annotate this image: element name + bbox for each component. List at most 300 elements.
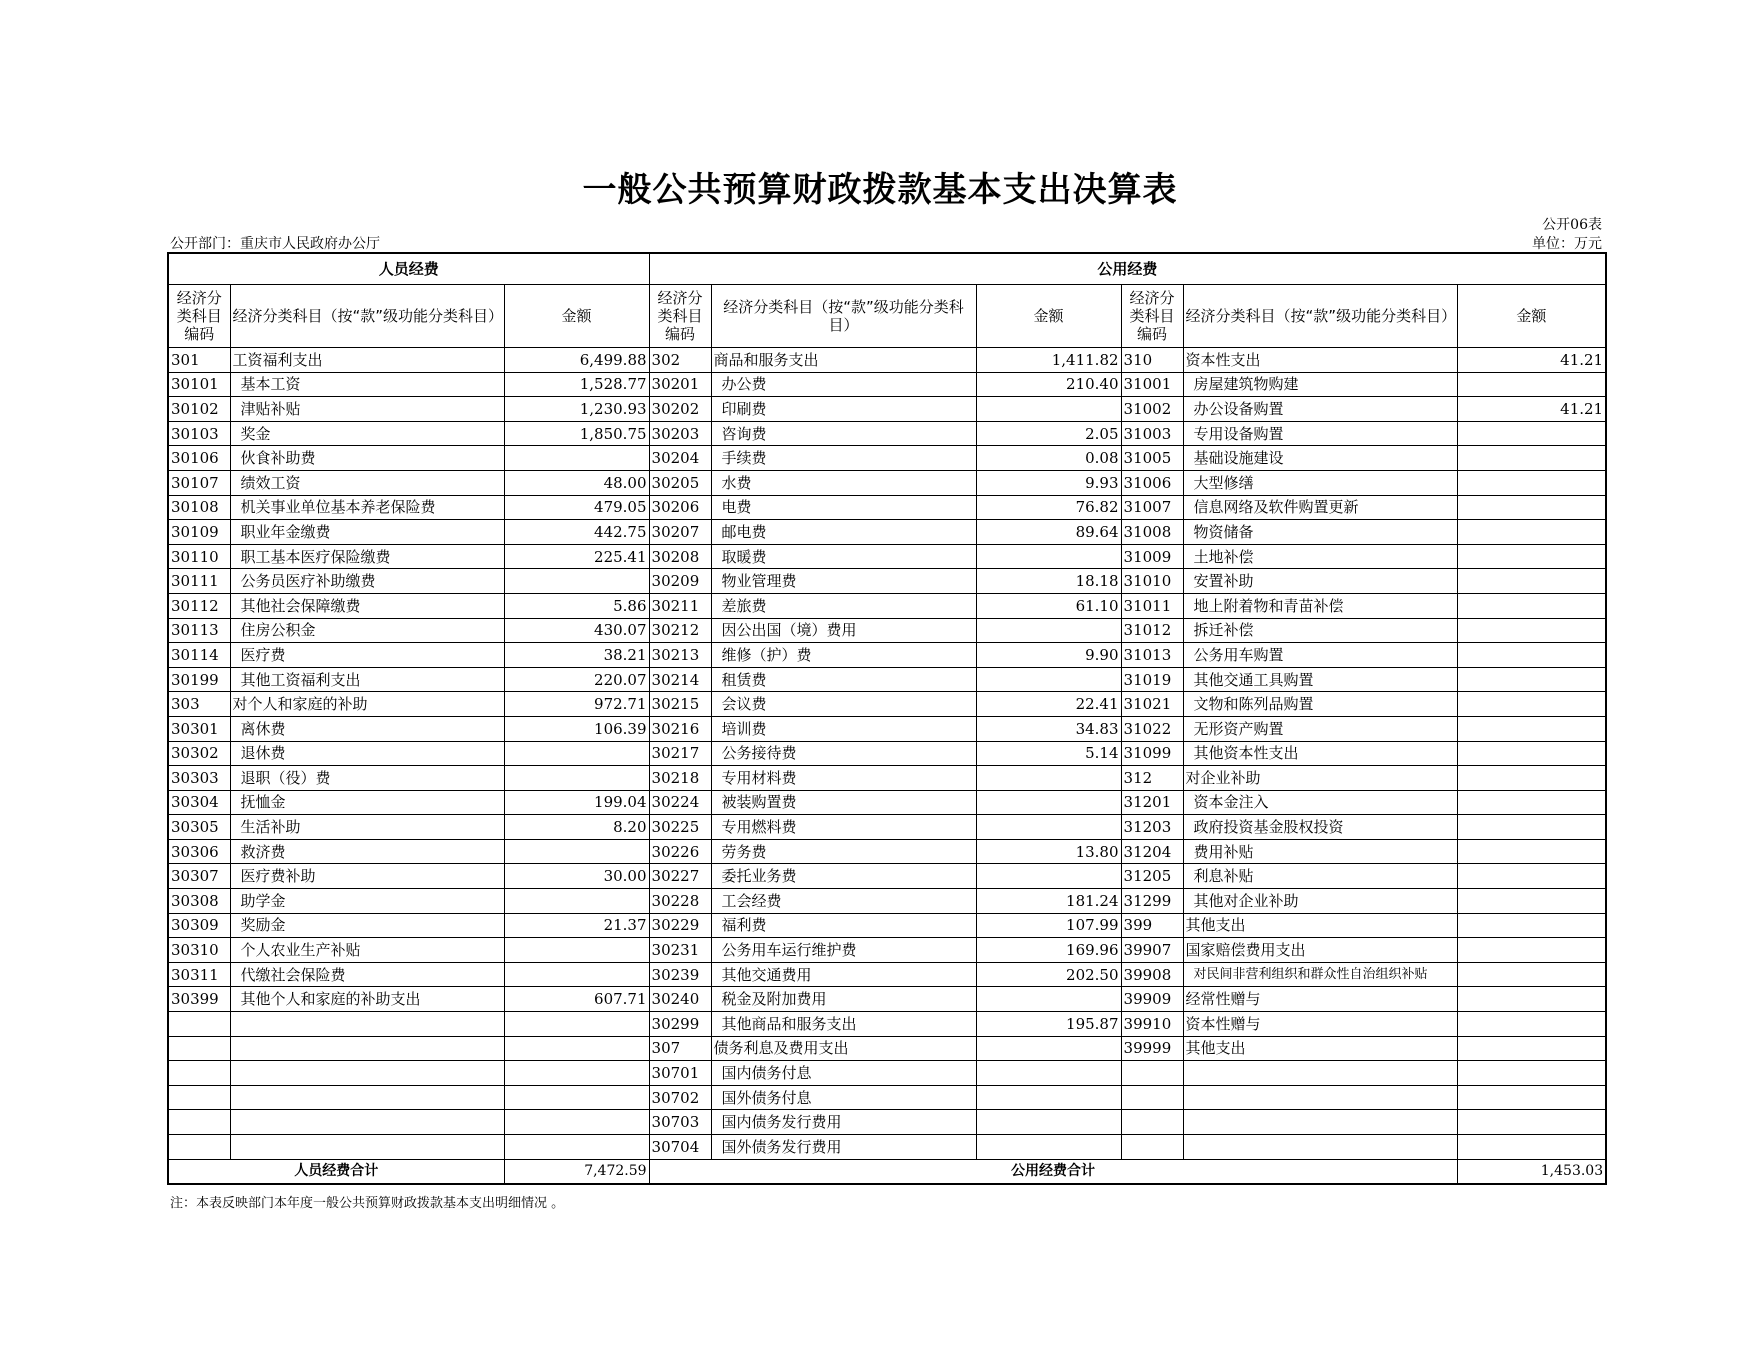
amount-cell: 5.14 [976, 741, 1121, 766]
item-name-cell: 安置补助 [1183, 569, 1457, 594]
item-name-cell: 办公设备购置 [1183, 397, 1457, 422]
amount-cell [976, 1036, 1121, 1061]
item-name-cell: 助学金 [230, 889, 504, 914]
item-name-cell: 咨询费 [711, 421, 976, 446]
code-cell: 31005 [1121, 446, 1183, 471]
code-cell: 30202 [649, 397, 711, 422]
section-header-row [168, 253, 1606, 285]
amount-cell [504, 1085, 649, 1110]
item-name-cell: 奖金 [230, 421, 504, 446]
code-cell: 31007 [1121, 495, 1183, 520]
code-cell: 31022 [1121, 716, 1183, 741]
code-cell: 30231 [649, 938, 711, 963]
item-name-cell [230, 1110, 504, 1135]
amount-cell [504, 1135, 649, 1160]
table-row [168, 593, 1606, 618]
code-cell: 30703 [649, 1110, 711, 1135]
header-amount: 金额 [504, 285, 649, 348]
item-name-cell: 手续费 [711, 446, 976, 471]
amount-cell [504, 889, 649, 914]
code-cell: 30227 [649, 864, 711, 889]
amount-cell: 607.71 [504, 987, 649, 1012]
code-cell: 39999 [1121, 1036, 1183, 1061]
code-cell: 303 [168, 692, 230, 717]
code-cell [1121, 1061, 1183, 1086]
amount-cell [1457, 938, 1606, 963]
item-name-cell: 工资福利支出 [230, 348, 504, 373]
table-row [168, 544, 1606, 569]
totals-row [168, 1159, 1606, 1184]
amount-cell [1457, 962, 1606, 987]
amount-cell: 30.00 [504, 864, 649, 889]
code-cell: 30704 [649, 1135, 711, 1160]
code-cell: 30102 [168, 397, 230, 422]
footnote: 注：本表反映部门本年度一般公共预算财政拨款基本支出明细情况 。 [170, 1196, 565, 1211]
code-cell: 31299 [1121, 889, 1183, 914]
amount-cell: 972.71 [504, 692, 649, 717]
amount-cell [976, 815, 1121, 840]
code-cell [1121, 1135, 1183, 1160]
item-name-cell: 劳务费 [711, 839, 976, 864]
code-cell: 399 [1121, 913, 1183, 938]
amount-cell [1457, 643, 1606, 668]
code-cell: 30306 [168, 839, 230, 864]
amount-cell [976, 1085, 1121, 1110]
code-cell: 30308 [168, 889, 230, 914]
item-name-cell: 资本性支出 [1183, 348, 1457, 373]
item-name-cell: 其他社会保障缴费 [230, 593, 504, 618]
item-name-cell: 国外债务发行费用 [711, 1135, 976, 1160]
item-name-cell [230, 1061, 504, 1086]
code-cell [168, 1135, 230, 1160]
item-name-cell: 其他对企业补助 [1183, 889, 1457, 914]
code-cell: 30309 [168, 913, 230, 938]
column-header-row [168, 285, 1606, 348]
unit-label: 单位：万元 [1532, 236, 1602, 252]
code-cell: 30204 [649, 446, 711, 471]
item-name-cell [230, 1135, 504, 1160]
amount-cell [504, 569, 649, 594]
item-name-cell: 印刷费 [711, 397, 976, 422]
code-cell: 30106 [168, 446, 230, 471]
expenditure-table [167, 252, 1607, 1185]
code-cell: 39908 [1121, 962, 1183, 987]
code-cell: 31019 [1121, 667, 1183, 692]
form-number: 公开06表 [1542, 217, 1602, 233]
code-cell: 31204 [1121, 839, 1183, 864]
code-cell [1121, 1110, 1183, 1135]
item-name-cell: 抚恤金 [230, 790, 504, 815]
code-cell: 30307 [168, 864, 230, 889]
table-row [168, 692, 1606, 717]
item-name-cell: 物资储备 [1183, 520, 1457, 545]
section-public: 公用经费 [649, 253, 1606, 285]
item-name-cell: 专用燃料费 [711, 815, 976, 840]
table-row [168, 716, 1606, 741]
code-cell: 30111 [168, 569, 230, 594]
header-name: 经济分类科目（按“款”级功能分类科目） [1183, 285, 1457, 348]
item-name-cell: 其他工资福利支出 [230, 667, 504, 692]
item-name-cell: 基础设施建设 [1183, 446, 1457, 471]
table-row [168, 1061, 1606, 1086]
code-cell: 30299 [649, 1012, 711, 1037]
amount-cell [1457, 495, 1606, 520]
item-name-cell [1183, 1061, 1457, 1086]
table-row [168, 741, 1606, 766]
code-cell [1121, 1085, 1183, 1110]
amount-cell: 169.96 [976, 938, 1121, 963]
code-cell: 301 [168, 348, 230, 373]
table-row [168, 1110, 1606, 1135]
code-cell: 31003 [1121, 421, 1183, 446]
amount-cell: 199.04 [504, 790, 649, 815]
item-name-cell [1183, 1135, 1457, 1160]
item-name-cell: 资本金注入 [1183, 790, 1457, 815]
item-name-cell: 对民间非营利组织和群众性自治组织补贴 [1183, 962, 1457, 987]
table-row [168, 618, 1606, 643]
header-amount: 金额 [1457, 285, 1606, 348]
code-cell: 30101 [168, 372, 230, 397]
code-cell: 30209 [649, 569, 711, 594]
item-name-cell: 无形资产购置 [1183, 716, 1457, 741]
item-name-cell: 对企业补助 [1183, 766, 1457, 791]
item-name-cell: 租赁费 [711, 667, 976, 692]
code-cell: 30228 [649, 889, 711, 914]
table-row [168, 667, 1606, 692]
amount-cell [1457, 372, 1606, 397]
item-name-cell: 地上附着物和青苗补偿 [1183, 593, 1457, 618]
amount-cell: 430.07 [504, 618, 649, 643]
item-name-cell: 信息网络及软件购置更新 [1183, 495, 1457, 520]
item-name-cell: 资本性赠与 [1183, 1012, 1457, 1037]
item-name-cell: 税金及附加费用 [711, 987, 976, 1012]
item-name-cell: 专用材料费 [711, 766, 976, 791]
header-code: 经济分类科目编码 [1121, 285, 1183, 348]
table-row [168, 569, 1606, 594]
header-code: 经济分类科目编码 [649, 285, 711, 348]
amount-cell [504, 962, 649, 987]
item-name-cell: 国内债务发行费用 [711, 1110, 976, 1135]
table-row [168, 397, 1606, 422]
code-cell: 30305 [168, 815, 230, 840]
item-name-cell: 退职（役）费 [230, 766, 504, 791]
item-name-cell: 土地补偿 [1183, 544, 1457, 569]
item-name-cell: 公务用车购置 [1183, 643, 1457, 668]
item-name-cell: 培训费 [711, 716, 976, 741]
header-code: 经济分类科目编码 [168, 285, 230, 348]
code-cell: 30304 [168, 790, 230, 815]
amount-cell: 1,411.82 [976, 348, 1121, 373]
amount-cell [976, 790, 1121, 815]
amount-cell [1457, 716, 1606, 741]
table-row [168, 470, 1606, 495]
code-cell: 39909 [1121, 987, 1183, 1012]
amount-cell [976, 618, 1121, 643]
amount-cell: 1,850.75 [504, 421, 649, 446]
code-cell: 30103 [168, 421, 230, 446]
code-cell: 30214 [649, 667, 711, 692]
item-name-cell: 福利费 [711, 913, 976, 938]
item-name-cell: 邮电费 [711, 520, 976, 545]
code-cell: 30311 [168, 962, 230, 987]
code-cell: 30110 [168, 544, 230, 569]
amount-cell [1457, 913, 1606, 938]
code-cell: 30240 [649, 987, 711, 1012]
code-cell: 30229 [649, 913, 711, 938]
public-total-amount: 1,453.03 [1457, 1159, 1606, 1184]
department-label: 公开部门：重庆市人民政府办公厅 [170, 236, 380, 252]
amount-cell [976, 1061, 1121, 1086]
amount-cell [1457, 1012, 1606, 1037]
page-title: 一般公共预算财政拨款基本支出决算表 [582, 170, 1178, 210]
code-cell: 30217 [649, 741, 711, 766]
code-cell: 30203 [649, 421, 711, 446]
item-name-cell: 拆迁补偿 [1183, 618, 1457, 643]
amount-cell [504, 446, 649, 471]
amount-cell [1457, 1085, 1606, 1110]
amount-cell: 13.80 [976, 839, 1121, 864]
table-row [168, 766, 1606, 791]
amount-cell [976, 766, 1121, 791]
item-name-cell: 伙食补助费 [230, 446, 504, 471]
item-name-cell: 职业年金缴费 [230, 520, 504, 545]
amount-cell [504, 938, 649, 963]
code-cell: 31009 [1121, 544, 1183, 569]
table-row [168, 495, 1606, 520]
item-name-cell [230, 1085, 504, 1110]
item-name-cell: 医疗费补助 [230, 864, 504, 889]
code-cell: 30114 [168, 643, 230, 668]
code-cell: 30108 [168, 495, 230, 520]
code-cell: 31006 [1121, 470, 1183, 495]
item-name-cell: 债务利息及费用支出 [711, 1036, 976, 1061]
code-cell: 30216 [649, 716, 711, 741]
code-cell [168, 1036, 230, 1061]
code-cell: 30213 [649, 643, 711, 668]
amount-cell [976, 864, 1121, 889]
amount-cell: 9.93 [976, 470, 1121, 495]
amount-cell: 181.24 [976, 889, 1121, 914]
item-name-cell: 公务员医疗补助缴费 [230, 569, 504, 594]
item-name-cell: 职工基本医疗保险缴费 [230, 544, 504, 569]
amount-cell [1457, 839, 1606, 864]
amount-cell [1457, 544, 1606, 569]
item-name-cell [1183, 1085, 1457, 1110]
code-cell [168, 1085, 230, 1110]
table-row [168, 889, 1606, 914]
code-cell: 30113 [168, 618, 230, 643]
amount-cell: 225.41 [504, 544, 649, 569]
item-name-cell: 差旅费 [711, 593, 976, 618]
amount-cell [976, 1135, 1121, 1160]
code-cell: 312 [1121, 766, 1183, 791]
item-name-cell [230, 1036, 504, 1061]
code-cell: 30207 [649, 520, 711, 545]
amount-cell: 48.00 [504, 470, 649, 495]
amount-cell [1457, 889, 1606, 914]
amount-cell [1457, 593, 1606, 618]
code-cell: 31205 [1121, 864, 1183, 889]
amount-cell [504, 741, 649, 766]
item-name-cell: 医疗费 [230, 643, 504, 668]
code-cell: 30212 [649, 618, 711, 643]
item-name-cell: 大型修缮 [1183, 470, 1457, 495]
item-name-cell: 房屋建筑物购建 [1183, 372, 1457, 397]
table-row [168, 790, 1606, 815]
table-row [168, 987, 1606, 1012]
table-row [168, 1036, 1606, 1061]
item-name-cell: 其他支出 [1183, 913, 1457, 938]
amount-cell [1457, 470, 1606, 495]
code-cell: 31011 [1121, 593, 1183, 618]
amount-cell [1457, 1036, 1606, 1061]
item-name-cell: 被装购置费 [711, 790, 976, 815]
code-cell: 31099 [1121, 741, 1183, 766]
item-name-cell: 政府投资基金股权投资 [1183, 815, 1457, 840]
code-cell: 31012 [1121, 618, 1183, 643]
item-name-cell: 其他个人和家庭的补助支出 [230, 987, 504, 1012]
item-name-cell: 电费 [711, 495, 976, 520]
item-name-cell: 国外债务付息 [711, 1085, 976, 1110]
amount-cell [1457, 741, 1606, 766]
table-row [168, 839, 1606, 864]
table-row [168, 446, 1606, 471]
amount-cell [1457, 667, 1606, 692]
amount-cell: 1,528.77 [504, 372, 649, 397]
amount-cell [1457, 815, 1606, 840]
code-cell: 31021 [1121, 692, 1183, 717]
item-name-cell: 经常性赠与 [1183, 987, 1457, 1012]
code-cell: 30107 [168, 470, 230, 495]
amount-cell: 34.83 [976, 716, 1121, 741]
code-cell: 30702 [649, 1085, 711, 1110]
amount-cell: 89.64 [976, 520, 1121, 545]
amount-cell [1457, 421, 1606, 446]
amount-cell [1457, 692, 1606, 717]
code-cell: 30301 [168, 716, 230, 741]
code-cell [168, 1061, 230, 1086]
item-name-cell: 其他资本性支出 [1183, 741, 1457, 766]
table-row [168, 1085, 1606, 1110]
code-cell: 30226 [649, 839, 711, 864]
amount-cell [1457, 1135, 1606, 1160]
item-name-cell: 文物和陈列品购置 [1183, 692, 1457, 717]
amount-cell: 220.07 [504, 667, 649, 692]
amount-cell [1457, 1110, 1606, 1135]
amount-cell: 195.87 [976, 1012, 1121, 1037]
item-name-cell: 费用补贴 [1183, 839, 1457, 864]
code-cell: 39910 [1121, 1012, 1183, 1037]
code-cell: 30109 [168, 520, 230, 545]
amount-cell: 0.08 [976, 446, 1121, 471]
header-amount: 金额 [976, 285, 1121, 348]
item-name-cell: 利息补贴 [1183, 864, 1457, 889]
item-name-cell: 其他商品和服务支出 [711, 1012, 976, 1037]
item-name-cell: 其他交通工具购置 [1183, 667, 1457, 692]
code-cell: 30239 [649, 962, 711, 987]
item-name-cell: 住房公积金 [230, 618, 504, 643]
amount-cell [1457, 766, 1606, 791]
code-cell: 30112 [168, 593, 230, 618]
item-name-cell: 会议费 [711, 692, 976, 717]
amount-cell: 41.21 [1457, 397, 1606, 422]
amount-cell: 18.18 [976, 569, 1121, 594]
code-cell [168, 1110, 230, 1135]
amount-cell [976, 987, 1121, 1012]
item-name-cell: 对个人和家庭的补助 [230, 692, 504, 717]
item-name-cell: 因公出国（境）费用 [711, 618, 976, 643]
table-row [168, 938, 1606, 963]
code-cell: 31013 [1121, 643, 1183, 668]
item-name-cell [230, 1012, 504, 1037]
code-cell: 30206 [649, 495, 711, 520]
item-name-cell: 奖励金 [230, 913, 504, 938]
table-row [168, 643, 1606, 668]
code-cell: 30399 [168, 987, 230, 1012]
code-cell: 30199 [168, 667, 230, 692]
amount-cell [1457, 618, 1606, 643]
code-cell: 30218 [649, 766, 711, 791]
amount-cell: 1,230.93 [504, 397, 649, 422]
code-cell: 30701 [649, 1061, 711, 1086]
code-cell: 30224 [649, 790, 711, 815]
item-name-cell: 办公费 [711, 372, 976, 397]
item-name-cell: 津贴补贴 [230, 397, 504, 422]
amount-cell: 479.05 [504, 495, 649, 520]
item-name-cell: 离休费 [230, 716, 504, 741]
table-row [168, 372, 1606, 397]
item-name-cell: 国家赔偿费用支出 [1183, 938, 1457, 963]
item-name-cell: 生活补助 [230, 815, 504, 840]
amount-cell [1457, 569, 1606, 594]
code-cell: 31001 [1121, 372, 1183, 397]
amount-cell: 442.75 [504, 520, 649, 545]
amount-cell: 21.37 [504, 913, 649, 938]
amount-cell [504, 1110, 649, 1135]
item-name-cell: 取暖费 [711, 544, 976, 569]
amount-cell [976, 544, 1121, 569]
header-name: 经济分类科目（按“款”级功能分类科目） [711, 285, 976, 348]
code-cell: 30211 [649, 593, 711, 618]
item-name-cell [1183, 1110, 1457, 1135]
table-row [168, 520, 1606, 545]
amount-cell [504, 1061, 649, 1086]
item-name-cell: 工会经费 [711, 889, 976, 914]
amount-cell [504, 766, 649, 791]
table-row [168, 815, 1606, 840]
item-name-cell: 公务接待费 [711, 741, 976, 766]
code-cell: 30310 [168, 938, 230, 963]
item-name-cell: 物业管理费 [711, 569, 976, 594]
table-row [168, 421, 1606, 446]
code-cell: 39907 [1121, 938, 1183, 963]
item-name-cell: 其他支出 [1183, 1036, 1457, 1061]
personnel-total-label: 人员经费合计 [168, 1159, 504, 1184]
amount-cell [504, 839, 649, 864]
header-name: 经济分类科目（按“款”级功能分类科目） [230, 285, 504, 348]
amount-cell [504, 1036, 649, 1061]
code-cell: 30205 [649, 470, 711, 495]
item-name-cell: 基本工资 [230, 372, 504, 397]
code-cell: 31201 [1121, 790, 1183, 815]
code-cell [168, 1012, 230, 1037]
item-name-cell: 国内债务付息 [711, 1061, 976, 1086]
code-cell: 307 [649, 1036, 711, 1061]
item-name-cell: 水费 [711, 470, 976, 495]
code-cell: 31002 [1121, 397, 1183, 422]
item-name-cell: 绩效工资 [230, 470, 504, 495]
code-cell: 310 [1121, 348, 1183, 373]
